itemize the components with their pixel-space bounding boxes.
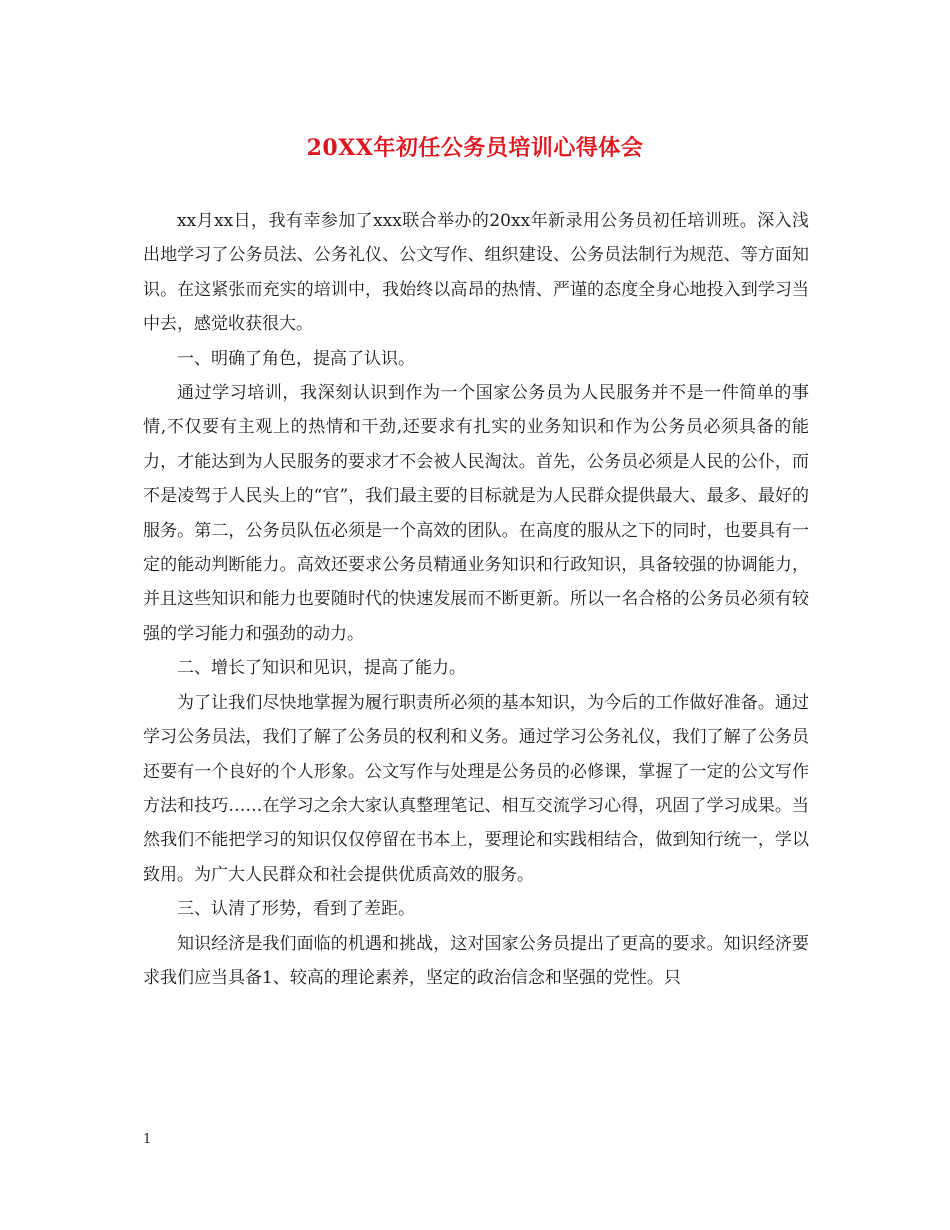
page-number: 1 bbox=[143, 1132, 152, 1147]
document-title: 20XX年初任公务员培训心得体会 bbox=[306, 135, 644, 161]
paragraph-intro: xx月xx日，我有幸参加了xxx联合举办的20xx年新录用公务员初任培训班。深入浅出地学习了公务员法、公务礼仪、公文写作、组织建设、公务员法制行为规范、等方面知识。在这紧张而充实的培训中，我始终以高昂的热情、严谨的态度全身心地投入到学习当中去，感觉收获很大。 bbox=[143, 211, 809, 335]
section-heading-1: 一、明确了角色，提高了认识。 bbox=[177, 348, 415, 369]
section-heading-2: 二、增长了知识和见识，提高了能力。 bbox=[177, 658, 466, 679]
paragraph-section-3: 知识经济是我们面临的机遇和挑战，这对国家公务员提出了更高的要求。知识经济要求我们应当具备1、较高的理论素养，坚定的政治信念和坚强的党性。只 bbox=[143, 933, 809, 988]
section-heading-3: 三、认清了形势，看到了差距。 bbox=[177, 899, 415, 920]
document-body bbox=[143, 204, 809, 995]
paragraph-section-2: 为了让我们尽快地掌握为履行职责所必须的基本知识，为今后的工作做好准备。通过学习公务员法，我们了解了公务员的权利和义务。通过学习公务礼仪，我们了解了公务员还要有一个良好的个人形象。公文写作与处理是公务员的必修课，掌握了一定的公文写作方法和技巧……在学习之余大家认真整理笔记、相互交流学习心得，巩固了学习成果。当然我们不能把学习的知识仅仅停留在书本上，要理论和实践相结合，做到知行统一，学以致用。为广大人民群众和社会提供优质高效的服务。 bbox=[143, 692, 809, 885]
paragraph-section-1: 通过学习培训，我深刻认识到作为一个国家公务员为人民服务并不是一件简单的事情,不仅要有主观上的热情和干劲,还要求有扎实的业务知识和作为公务员必须具备的能力，才能达到为人民服务的要求才不会被人民淘汰。首先，公务员必须是人民的公仆，而不是凌驾于人民头上的“官”，我们最主要的目标就是为人民群众提供最大、最多、最好的服务。第二，公务员队伍必须是一个高效的团队。在高度的服从之下的同时，也要具有一定的能动判断能力。高效还要求公务员精通业务知识和行政知识，具备较强的协调能力，并且这些知识和能力也要随时代的快速发展而不断更新。所以一名合格的公务员必须有较强的学习能力和强劲的动力。 bbox=[143, 383, 809, 644]
